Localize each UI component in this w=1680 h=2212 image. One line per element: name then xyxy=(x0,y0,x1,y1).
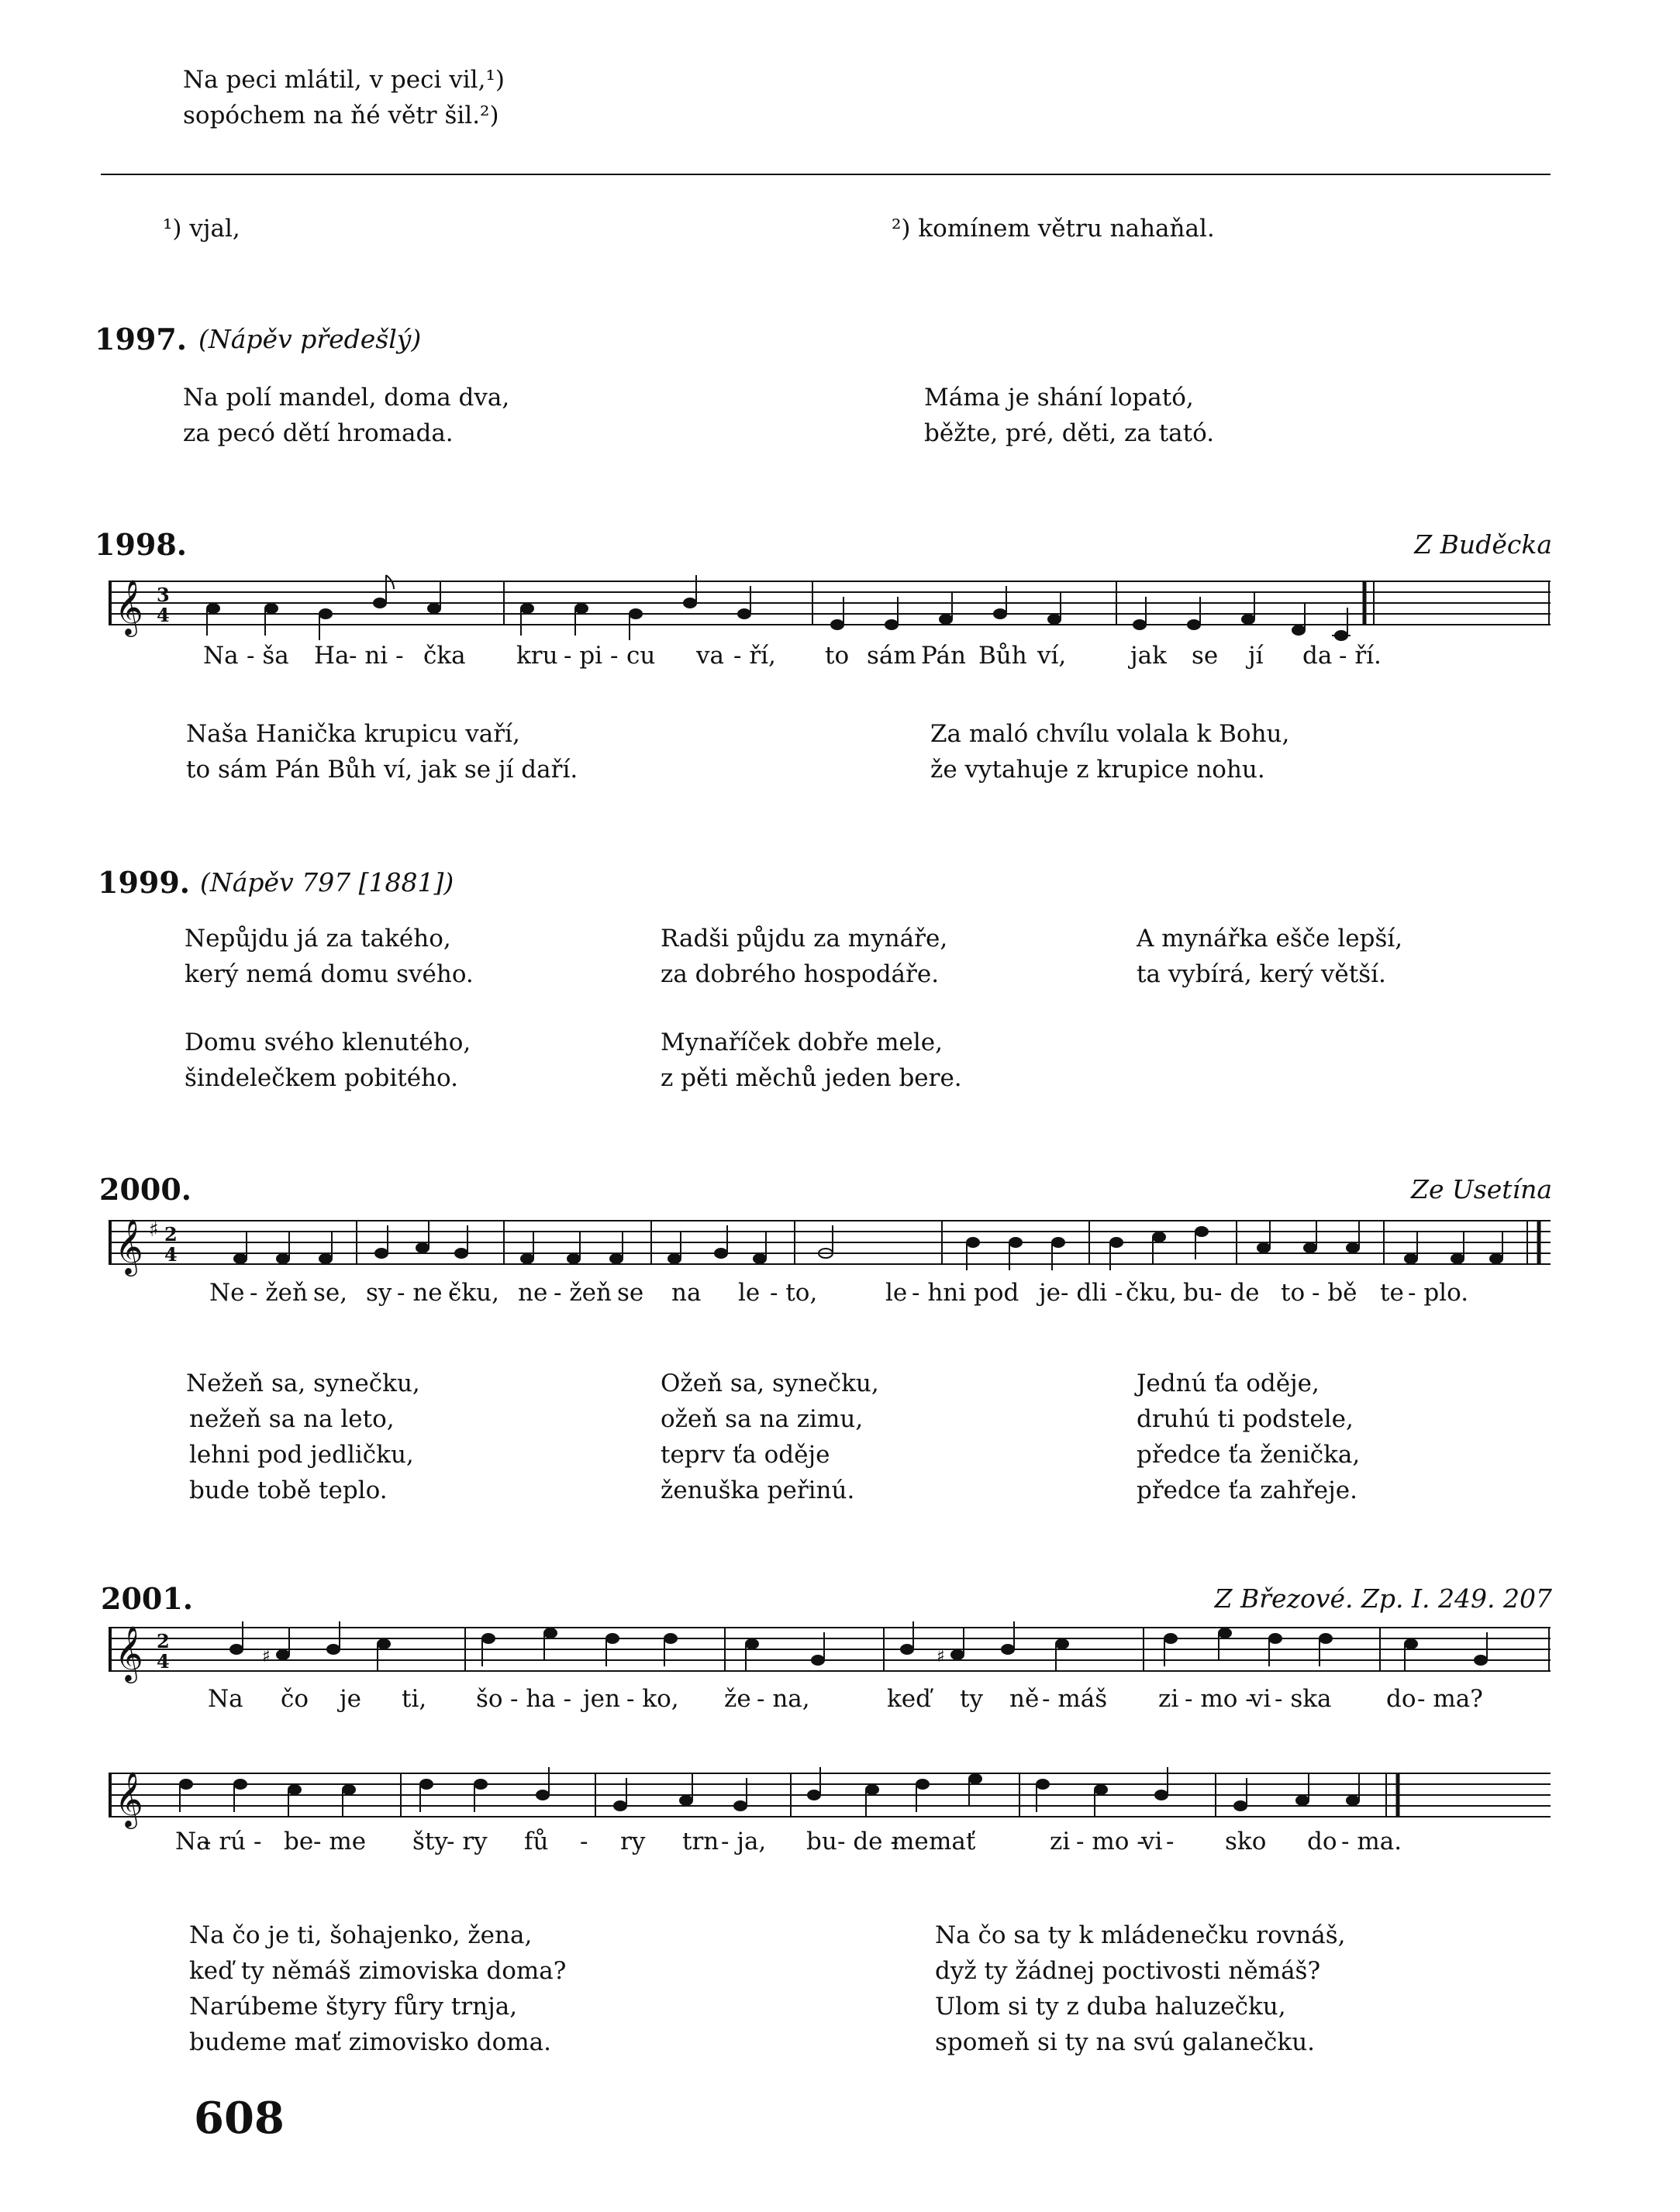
lyric-syllable: te xyxy=(1380,1279,1404,1307)
stanza-2001-2-line-4: spomeň si ty na svú galanečku. xyxy=(935,2028,1316,2056)
lyric-syllable: - to, xyxy=(770,1279,818,1307)
stanza-2000-2-line-3: teprv ťa oděje xyxy=(661,1441,830,1469)
note xyxy=(277,1627,289,1659)
note xyxy=(1304,1220,1316,1252)
song-source-2000: Ze Usetína xyxy=(1411,1174,1552,1204)
lyric-syllable: Ha xyxy=(314,642,350,670)
lyric-syllable: Pán xyxy=(921,642,966,670)
stanza-1997-2-line-2: běžte, pré, děti, za tató. xyxy=(924,419,1215,447)
time-signature-1998: 3 xyxy=(157,584,170,606)
treble-clef-icon: 𝄞 xyxy=(115,1218,143,1274)
stanza-2000-1-line-3: lehni pod jedličku, xyxy=(189,1441,414,1469)
note xyxy=(951,1627,964,1659)
lyric-syllable: - mo - xyxy=(1076,1828,1145,1855)
lyric-syllable: - de - xyxy=(837,1828,899,1855)
lyric-syllable: vi xyxy=(1141,1828,1163,1855)
lyric-syllable: - ří. xyxy=(1339,642,1382,670)
lyric-syllable: čku, xyxy=(1126,1279,1177,1307)
note xyxy=(969,1774,981,1807)
sharp-icon: ♯ xyxy=(149,1218,159,1242)
lyric-syllable: jí xyxy=(1248,642,1264,670)
lyric-syllable: - ha - xyxy=(510,1685,572,1713)
lyric-syllable: - ma? xyxy=(1417,1685,1483,1713)
lyric-syllable: ty xyxy=(960,1685,983,1713)
stanza-1998-2-line-2: že vytahuje z krupice nohu. xyxy=(930,756,1265,784)
lyric-syllable: - žeň xyxy=(250,1279,308,1307)
stanza-2000-3-line-4: předce ťa zahřeje. xyxy=(1137,1476,1357,1504)
lyric-syllable: - na, xyxy=(757,1685,810,1713)
lyric-syllable: le xyxy=(885,1279,908,1307)
note xyxy=(1451,1231,1464,1263)
song-number-1998: 1998. xyxy=(95,527,187,562)
stanza-1998-1-line-2: to sám Pán Bůh ví, jak se jí daří. xyxy=(186,756,578,784)
stanza-1999-3-line-2: za dobrého hospodáře. xyxy=(661,960,940,988)
lyric-syllable: - me xyxy=(313,1828,367,1855)
note xyxy=(378,1639,390,1672)
intro-line-1: Na peci mlátil, v peci vil,¹) xyxy=(183,66,505,94)
stanza-1999-2-line-1: Domu svého klenutého, xyxy=(185,1028,471,1056)
stanza-2001-1-line-1: Na čo je ti, šohajenko, žena, xyxy=(189,1921,533,1949)
note xyxy=(288,1785,301,1817)
lyric-syllable: - žeň xyxy=(554,1279,612,1307)
lyric-syllable: to xyxy=(825,642,850,670)
stanza-2000-3-line-3: předce ťa ženička, xyxy=(1137,1441,1361,1469)
lyric-syllable: zi xyxy=(1158,1685,1179,1713)
note xyxy=(544,1628,557,1661)
lyric-syllable: to xyxy=(1281,1279,1306,1307)
note xyxy=(1257,1220,1270,1252)
stanza-2000-3-line-2: druhú ti podstele, xyxy=(1137,1405,1354,1433)
stanza-1997-1-line-2: za pecó dětí hromada. xyxy=(183,419,454,447)
lyric-syllable: keď xyxy=(887,1685,931,1713)
note xyxy=(1405,1231,1417,1263)
stanza-2000-2-line-1: Ožeň sa, synečku, xyxy=(661,1370,879,1397)
stanza-1999-3-line-1: Radši půjdu za mynáře, xyxy=(661,925,948,953)
stanza-1998-2-line-1: Za maló chvílu volala k Bohu, xyxy=(930,720,1290,748)
footnote-2: ²) komínem větru nahaňal. xyxy=(892,215,1215,243)
lyric-syllable: se xyxy=(1192,642,1219,670)
lyric-syllable: - ma. xyxy=(1341,1828,1402,1855)
lyric-syllable: - de xyxy=(1214,1279,1260,1307)
lyric-syllable: Na xyxy=(203,642,239,670)
note xyxy=(265,604,278,636)
lyric-syllable: se xyxy=(617,1279,644,1307)
note xyxy=(1405,1639,1417,1672)
lyric-syllable: be xyxy=(284,1828,314,1855)
time-signature-2000: 2 xyxy=(164,1223,178,1246)
treble-clef-icon: 𝄞 xyxy=(115,578,143,635)
lyric-syllable: cu xyxy=(626,642,656,670)
lyric-syllable: - rú - xyxy=(203,1828,262,1855)
footnote-1: ¹) vjal, xyxy=(163,215,240,243)
lyric-syllable: ry xyxy=(620,1828,646,1855)
lyric-syllable: šo xyxy=(476,1685,503,1713)
lyric-syllable: ne xyxy=(518,1279,548,1307)
lyric-syllable: čka xyxy=(423,642,466,670)
music-staff-2001-1 xyxy=(109,1612,1558,1705)
stanza-2001-2-line-2: dyž ty žádnej poctivosti němáš? xyxy=(935,1957,1321,1985)
lyric-syllable: da xyxy=(1302,642,1333,670)
note xyxy=(1153,1232,1165,1265)
note xyxy=(416,1220,429,1252)
stanza-2000-1-line-1: Nežeň sa, synečku, xyxy=(186,1370,420,1397)
stanza-1997-2-line-1: Máma je shání lopató, xyxy=(924,384,1194,412)
footnote-divider xyxy=(101,174,1551,175)
lyric-syllable: le xyxy=(738,1279,761,1307)
treble-clef-icon: 𝄞 xyxy=(115,1770,143,1827)
lyric-syllable: - ry xyxy=(447,1828,488,1855)
stanza-2001-1-line-4: budeme mať zimovisko doma. xyxy=(189,2028,551,2056)
sharp-icon: ♯ xyxy=(262,1647,271,1666)
note xyxy=(610,1231,623,1263)
stanza-2001-2-line-3: Ulom si ty z duba haluzečku, xyxy=(935,1993,1286,2021)
lyric-syllable: trn xyxy=(682,1828,719,1855)
lyric-syllable: ně xyxy=(1009,1685,1040,1713)
intro-line-2: sopóchem na ňé větr šil.²) xyxy=(183,102,499,129)
lyric-syllable: šty xyxy=(412,1828,448,1855)
lyric-syllable: na xyxy=(671,1279,702,1307)
lyric-syllable: jen xyxy=(583,1685,620,1713)
stanza-1999-4-line-1: Mynaříček dobře mele, xyxy=(661,1028,943,1056)
note xyxy=(567,1231,580,1263)
lyric-syllable: bu xyxy=(1183,1279,1214,1307)
song-number-2000: 2000. xyxy=(99,1172,191,1207)
note xyxy=(1292,602,1305,635)
lyric-syllable: do xyxy=(1307,1828,1337,1855)
stanza-2000-2-line-4: ženuška peřinú. xyxy=(661,1476,855,1504)
song-number-1999: 1999. xyxy=(98,865,190,900)
lyric-syllable: kru xyxy=(516,642,558,670)
song-caption-1997: (Nápěv předešlý) xyxy=(198,324,422,354)
lyric-syllable: - mo - xyxy=(1185,1685,1254,1713)
stanza-1999-2-line-2: šindelečkem pobitého. xyxy=(185,1064,458,1092)
stanza-1999-5-line-1: A mynářka ešče lepší, xyxy=(1137,925,1403,953)
stanza-1999-1-line-1: Nepůjdu já za takého, xyxy=(185,925,451,953)
lyric-syllable: - xyxy=(1166,1828,1175,1855)
note xyxy=(668,1231,681,1263)
svg-text:4: 4 xyxy=(157,1650,170,1673)
song-caption-1999: (Nápěv 797 [1881]) xyxy=(200,867,454,898)
note xyxy=(754,1231,766,1263)
lyric-syllable: fů xyxy=(524,1828,549,1855)
lyric-syllable: ti, xyxy=(402,1685,427,1713)
lyric-syllable: mať xyxy=(929,1828,976,1855)
note xyxy=(521,1231,533,1263)
note xyxy=(1490,1231,1502,1263)
note xyxy=(1095,1785,1107,1817)
stanza-2000-2-line-2: ožeň sa na zimu, xyxy=(661,1405,864,1433)
lyric-syllable: - ša xyxy=(247,642,289,670)
sharp-icon: ♯ xyxy=(937,1647,945,1666)
song-number-1997: 1997. xyxy=(95,322,187,357)
svg-text:4: 4 xyxy=(157,604,170,626)
note xyxy=(1048,591,1061,624)
lyric-syllable: - hni pod xyxy=(912,1279,1019,1307)
lyric-syllable: - ko, xyxy=(626,1685,679,1713)
note xyxy=(575,604,588,636)
lyric-syllable: do xyxy=(1386,1685,1416,1713)
note xyxy=(207,604,219,636)
lyric-syllable: Ne xyxy=(209,1279,245,1307)
lyric-syllable: sy xyxy=(366,1279,392,1307)
page-number: 608 xyxy=(194,2093,285,2144)
lyric-syllable: - xyxy=(580,1828,588,1855)
note xyxy=(1347,1773,1359,1805)
stanza-1997-1-line-1: Na polí mandel, doma dva, xyxy=(183,384,510,412)
note xyxy=(940,591,952,624)
lyric-syllable: - ja, xyxy=(721,1828,767,1855)
lyric-syllable: se, xyxy=(313,1279,348,1307)
lyric-syllable: - dli - xyxy=(1061,1279,1123,1307)
note xyxy=(680,1773,692,1805)
lyric-syllable: me xyxy=(892,1828,929,1855)
svg-text:4: 4 xyxy=(164,1243,178,1266)
lyric-syllable: vi xyxy=(1250,1685,1271,1713)
lyric-syllable: - ří, xyxy=(733,642,776,670)
stanza-1999-4-line-2: z pěti měchů jeden bere. xyxy=(661,1064,962,1092)
lyric-syllable: je xyxy=(1039,1279,1061,1307)
lyric-syllable: - ska xyxy=(1275,1685,1332,1713)
stanza-2001-1-line-2: keď ty němáš zimoviska doma? xyxy=(189,1957,567,1985)
stanza-2001-2-line-1: Na čo sa ty k mládenečku rovnáš, xyxy=(935,1921,1346,1949)
lyric-syllable: - ni - xyxy=(349,642,404,670)
note xyxy=(234,1231,247,1263)
song-source-2001: Z Březové. Zp. I. 249. 207 xyxy=(1214,1583,1552,1614)
lyric-syllable: čku, xyxy=(448,1279,499,1307)
stanza-2001-1-line-3: Narúbeme štyry fůry trnja, xyxy=(189,1993,518,2021)
note xyxy=(319,1231,332,1263)
note xyxy=(1219,1628,1231,1661)
note xyxy=(521,604,533,636)
note xyxy=(866,1785,878,1817)
lyric-syllable: - plo. xyxy=(1408,1279,1469,1307)
lyric-syllable: Na xyxy=(175,1828,211,1855)
lyric-syllable: čo xyxy=(281,1685,309,1713)
lyric-syllable: - máš xyxy=(1042,1685,1108,1713)
lyric-syllable: sko xyxy=(1225,1828,1267,1855)
lyric-syllable: - ne - xyxy=(397,1279,458,1307)
lyric-syllable: sám xyxy=(867,642,916,670)
lyric-syllable: jak xyxy=(1130,642,1167,670)
stanza-1999-5-line-2: ta vybírá, kerý větší. xyxy=(1137,960,1386,988)
lyric-syllable: Bůh xyxy=(978,642,1027,670)
lyric-syllable: va xyxy=(696,642,724,670)
note xyxy=(277,1231,289,1263)
lyric-syllable: Na xyxy=(208,1685,243,1713)
note xyxy=(343,1785,355,1817)
lyric-syllable: že xyxy=(724,1685,751,1713)
stanza-2000-1-line-2: nežeň sa na leto, xyxy=(189,1405,395,1433)
stanza-1999-1-line-2: kerý nemá domu svého. xyxy=(185,960,474,988)
note xyxy=(1056,1639,1068,1672)
lyric-syllable: bu xyxy=(806,1828,837,1855)
lyric-syllable: je xyxy=(340,1685,361,1713)
stanza-2000-1-line-4: bude tobě teplo. xyxy=(189,1476,388,1504)
stanza-1998-1-line-1: Naša Hanička krupicu vaří, xyxy=(186,720,520,748)
lyric-syllable: ví, xyxy=(1037,642,1067,670)
song-number-2001: 2001. xyxy=(101,1581,193,1616)
note xyxy=(1296,1773,1309,1805)
note xyxy=(1242,591,1254,624)
stanza-2000-3-line-1: Jednú ťa oděje, xyxy=(1137,1370,1320,1397)
song-source-1998: Z Buděcka xyxy=(1414,529,1552,560)
lyric-syllable: - bě xyxy=(1312,1279,1357,1307)
note xyxy=(746,1639,758,1672)
treble-clef-icon: 𝄞 xyxy=(115,1625,143,1681)
time-signature-2001: 2 xyxy=(157,1630,170,1652)
lyric-syllable: - pi - xyxy=(564,642,619,670)
note xyxy=(428,581,440,613)
lyric-syllable: zi xyxy=(1050,1828,1071,1855)
note xyxy=(1347,1220,1359,1252)
